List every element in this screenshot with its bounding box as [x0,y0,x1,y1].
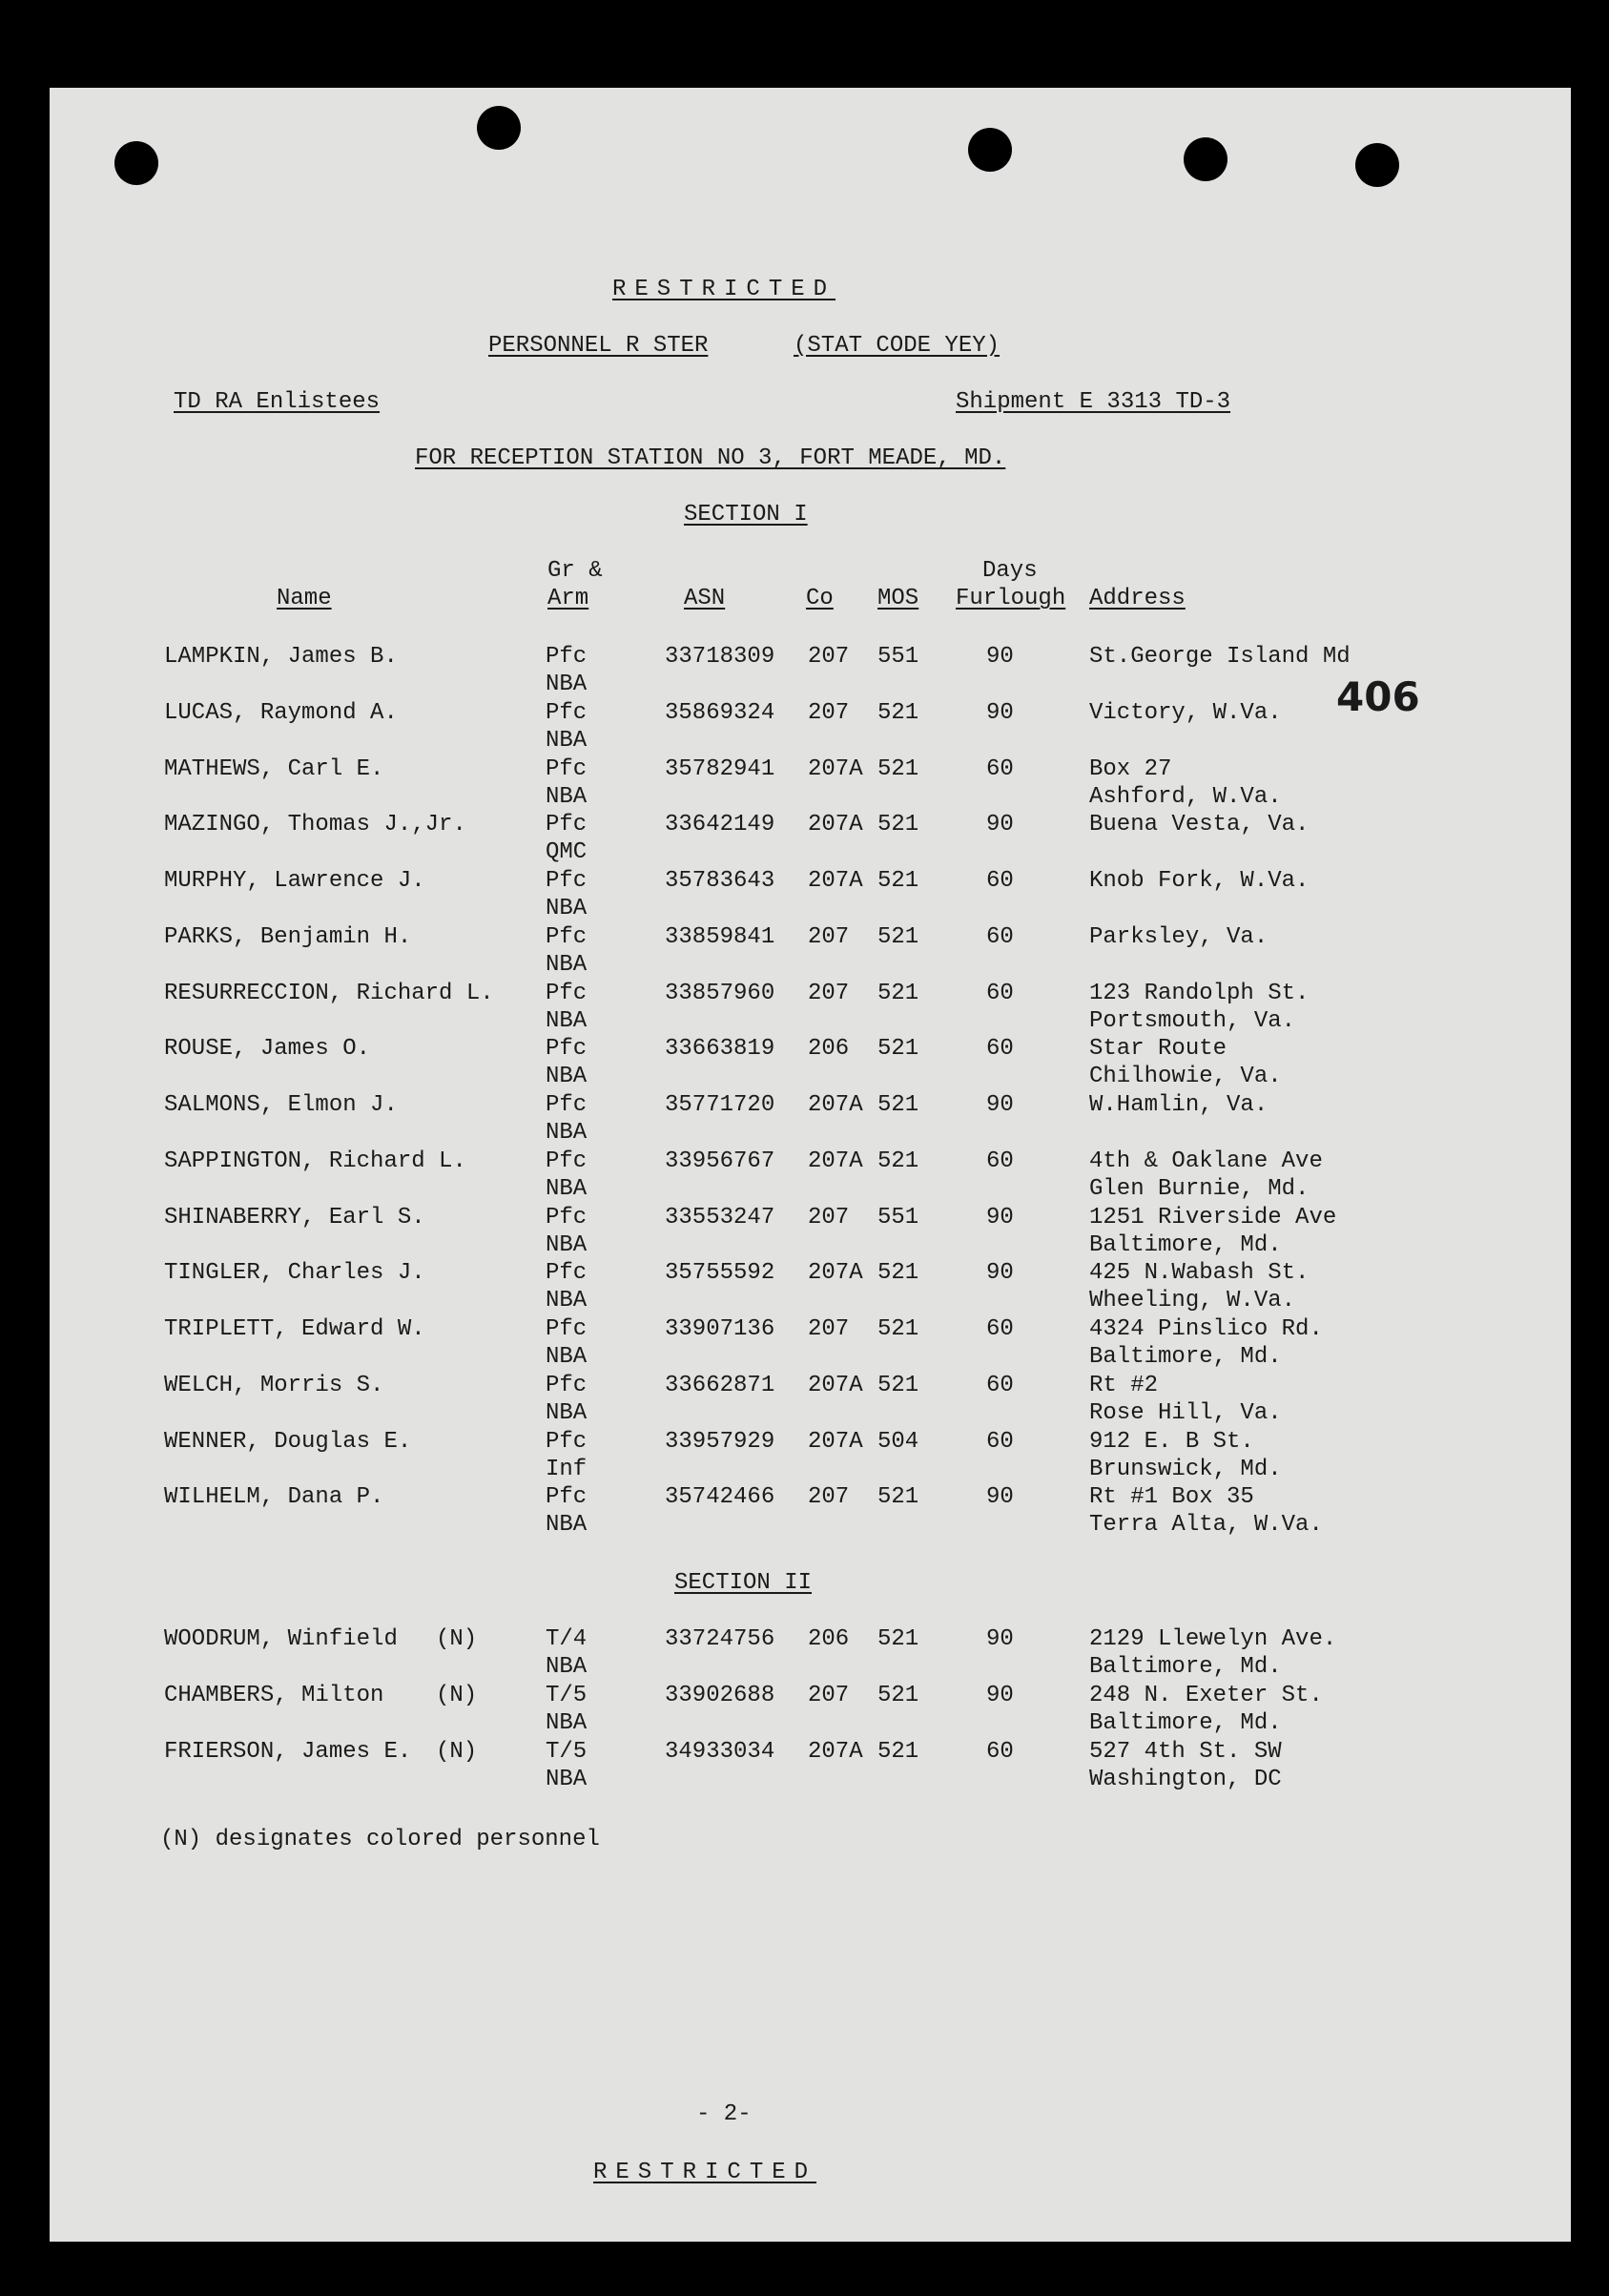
row-grade: Pfc [546,1484,588,1511]
row-asn: 33957929 [665,1428,775,1455]
row-address-line2: Rose Hill, Va. [1089,1399,1282,1426]
classification-bottom: RESTRICTED [593,2160,817,2185]
row-name: WELCH, Morris S. [164,1372,384,1398]
row-company: 207A [808,1738,863,1765]
row-grade: Pfc [546,1316,588,1342]
row-name: WOODRUM, Winfield [164,1626,398,1652]
row-company: 207 [808,980,850,1006]
row-asn: 35869324 [665,699,775,726]
row-furlough-days: 90 [986,699,1014,726]
row-furlough-days: 60 [986,923,1014,950]
row-company: 207A [808,812,863,838]
row-address-line2: Portsmouth, Va. [1089,1007,1296,1034]
row-name: SAPPINGTON, Richard L. [164,1148,466,1174]
row-furlough-days: 60 [986,1738,1014,1765]
stat-code: (STAT CODE YEY) [794,333,1000,359]
row-address-line1: W.Hamlin, Va. [1089,1092,1269,1118]
footnote: (N) designates colored personnel [160,1827,600,1852]
row-furlough-days: 60 [986,1036,1014,1063]
row-company: 206 [808,1036,850,1063]
row-arm: NBA [546,1288,588,1314]
row-grade: Pfc [546,1036,588,1063]
row-address-line1: 123 Randolph St. [1089,980,1310,1006]
row-asn: 33907136 [665,1316,775,1342]
row-arm: NBA [546,1175,588,1202]
row-furlough-days: 60 [986,1428,1014,1455]
row-address-line1: Rt #1 Box 35 [1089,1484,1254,1511]
row-grade: Pfc [546,1260,588,1287]
row-company: 207 [808,1204,850,1231]
footer-page-number: - 2- [696,2101,752,2127]
row-mos: 521 [877,1036,919,1063]
row-grade: Pfc [546,980,588,1006]
row-address-line2: Glen Burnie, Md. [1089,1175,1310,1202]
row-company: 207A [808,755,863,782]
row-furlough-days: 90 [986,812,1014,838]
row-name: TINGLER, Charles J. [164,1260,425,1287]
row-name: SHINABERRY, Earl S. [164,1204,425,1231]
row-furlough-days: 60 [986,1372,1014,1398]
row-furlough-days: 60 [986,1316,1014,1342]
row-arm: NBA [546,1231,588,1258]
row-arm: NBA [546,1120,588,1146]
row-marker: (N) [436,1626,478,1652]
row-address-line1: 4324 Pinslico Rd. [1089,1316,1323,1342]
row-address-line1: Buena Vesta, Va. [1089,812,1310,838]
row-mos: 521 [877,1372,919,1398]
row-company: 207 [808,644,850,670]
roster-title: PERSONNEL R STER [488,333,709,359]
row-address-line1: 248 N. Exeter St. [1089,1682,1323,1708]
row-asn: 33553247 [665,1204,775,1231]
punch-hole-5 [1355,143,1399,187]
row-grade: Pfc [546,1372,588,1398]
row-name: PARKS, Benjamin H. [164,923,412,950]
row-arm: NBA [546,1654,588,1680]
row-grade: Pfc [546,1428,588,1455]
row-company: 207 [808,1316,850,1342]
punch-hole-1 [114,141,158,185]
row-company: 207A [808,868,863,894]
row-name: LUCAS, Raymond A. [164,699,398,726]
row-address-line2: Wheeling, W.Va. [1089,1288,1296,1314]
row-address-line1: Victory, W.Va. [1089,699,1282,726]
row-mos: 521 [877,1148,919,1174]
row-arm: NBA [546,1512,588,1539]
row-grade: Pfc [546,699,588,726]
row-address-line1: 912 E. B St. [1089,1428,1254,1455]
row-arm: Inf [546,1456,588,1482]
row-mos: 521 [877,980,919,1006]
row-asn: 33902688 [665,1682,775,1708]
row-mos: 504 [877,1428,919,1455]
row-mos: 521 [877,1484,919,1511]
section-i-title: SECTION I [684,502,808,527]
row-furlough-days: 60 [986,755,1014,782]
punch-hole-2 [477,106,521,150]
row-grade: Pfc [546,755,588,782]
row-asn: 35782941 [665,755,775,782]
row-name: WENNER, Douglas E. [164,1428,412,1455]
row-address-line2: Baltimore, Md. [1089,1709,1282,1736]
document-page [50,88,1571,2242]
row-mos: 521 [877,868,919,894]
row-address-line1: 2129 Llewelyn Ave. [1089,1626,1337,1652]
row-name: MAZINGO, Thomas J.,Jr. [164,812,466,838]
row-company: 207A [808,1092,863,1118]
punch-hole-3 [968,128,1012,172]
page-number-stamp: 406 [1336,673,1420,720]
row-address-line2: Ashford, W.Va. [1089,783,1282,810]
row-asn: 33663819 [665,1036,775,1063]
row-furlough-days: 90 [986,1682,1014,1708]
row-address-line1: 425 N.Wabash St. [1089,1260,1310,1287]
row-address-line1: Rt #2 [1089,1372,1159,1398]
row-mos: 521 [877,1316,919,1342]
row-asn: 33859841 [665,923,775,950]
row-asn: 35783643 [665,868,775,894]
row-furlough-days: 60 [986,868,1014,894]
row-name: FRIERSON, James E. [164,1738,412,1765]
row-arm: NBA [546,1399,588,1426]
row-address-line1: Box 27 [1089,755,1172,782]
section-ii-title: SECTION II [674,1570,813,1596]
row-name: TRIPLETT, Edward W. [164,1316,425,1342]
row-address-line1: 1251 Riverside Ave [1089,1204,1337,1231]
row-marker: (N) [436,1738,478,1765]
row-mos: 521 [877,699,919,726]
row-name: SALMONS, Elmon J. [164,1092,398,1118]
row-company: 207A [808,1148,863,1174]
col-address: Address [1089,586,1186,611]
row-furlough-days: 90 [986,1484,1014,1511]
row-asn: 33718309 [665,644,775,670]
row-grade: Pfc [546,923,588,950]
row-grade: Pfc [546,1092,588,1118]
row-asn: 33642149 [665,812,775,838]
row-grade: Pfc [546,812,588,838]
group-label: TD RA Enlistees [174,389,381,415]
row-arm: NBA [546,951,588,978]
col-co: Co [806,586,834,611]
row-asn: 33724756 [665,1626,775,1652]
row-mos: 521 [877,1092,919,1118]
row-mos: 521 [877,1682,919,1708]
row-arm: NBA [546,672,588,697]
row-name: RESURRECCION, Richard L. [164,980,494,1006]
shipment-label: Shipment E 3313 TD-3 [956,389,1231,415]
row-address-line2: Baltimore, Md. [1089,1654,1282,1680]
row-mos: 551 [877,1204,919,1231]
row-mos: 521 [877,755,919,782]
row-furlough-days: 90 [986,644,1014,670]
row-grade: Pfc [546,1148,588,1174]
row-asn: 35755592 [665,1260,775,1287]
row-company: 207A [808,1260,863,1287]
row-mos: 521 [877,812,919,838]
col-name: Name [277,586,332,611]
row-furlough-days: 60 [986,1148,1014,1174]
row-furlough-days: 90 [986,1626,1014,1652]
row-address-line2: Brunswick, Md. [1089,1456,1282,1482]
col-days-2: Furlough [956,586,1066,611]
row-mos: 521 [877,1260,919,1287]
row-address-line2: Baltimore, Md. [1089,1231,1282,1258]
row-grade: T/4 [546,1626,588,1652]
row-furlough-days: 60 [986,980,1014,1006]
col-days-1: Days [982,558,1038,584]
col-mos: MOS [877,586,919,611]
row-company: 207 [808,1484,850,1511]
row-mos: 551 [877,644,919,670]
row-arm: NBA [546,1064,588,1090]
row-arm: NBA [546,783,588,810]
row-company: 207A [808,1428,863,1455]
row-arm: NBA [546,1344,588,1370]
row-grade: Pfc [546,1204,588,1231]
row-company: 207 [808,699,850,726]
row-asn: 33857960 [665,980,775,1006]
row-address-line1: 4th & Oaklane Ave [1089,1148,1323,1174]
row-marker: (N) [436,1682,478,1708]
row-furlough-days: 90 [986,1260,1014,1287]
col-asn: ASN [684,586,726,611]
row-name: ROUSE, James O. [164,1036,371,1063]
row-name: MATHEWS, Carl E. [164,755,384,782]
row-address-line1: 527 4th St. SW [1089,1738,1282,1765]
row-furlough-days: 90 [986,1092,1014,1118]
row-grade: Pfc [546,868,588,894]
row-name: LAMPKIN, James B. [164,644,398,670]
row-mos: 521 [877,1738,919,1765]
row-asn: 33662871 [665,1372,775,1398]
row-name: CHAMBERS, Milton [164,1682,384,1708]
row-address-line1: St.George Island Md [1089,644,1351,670]
classification-top: RESTRICTED [612,277,836,302]
row-address-line1: Knob Fork, W.Va. [1089,868,1310,894]
col-grade-arm-1: Gr & [547,558,603,584]
row-asn: 35742466 [665,1484,775,1511]
row-grade: T/5 [546,1738,588,1765]
row-name: WILHELM, Dana P. [164,1484,384,1511]
row-arm: NBA [546,727,588,754]
row-arm: NBA [546,1007,588,1034]
row-mos: 521 [877,923,919,950]
row-asn: 34933034 [665,1738,775,1765]
row-arm: NBA [546,1766,588,1792]
destination: FOR RECEPTION STATION NO 3, FORT MEADE, MD. [415,445,1006,471]
row-company: 207A [808,1372,863,1398]
row-grade: Pfc [546,644,588,670]
row-arm: NBA [546,896,588,921]
row-mos: 521 [877,1626,919,1652]
row-address-line2: Washington, DC [1089,1766,1282,1792]
row-address-line2: Baltimore, Md. [1089,1344,1282,1370]
row-company: 207 [808,1682,850,1708]
row-company: 207 [808,923,850,950]
col-grade-arm-2: Arm [547,586,589,611]
row-grade: T/5 [546,1682,588,1708]
row-asn: 33956767 [665,1148,775,1174]
row-name: MURPHY, Lawrence J. [164,868,425,894]
row-furlough-days: 90 [986,1204,1014,1231]
row-address-line2: Chilhowie, Va. [1089,1064,1282,1090]
row-address-line1: Star Route [1089,1036,1227,1063]
punch-hole-4 [1184,137,1227,181]
row-company: 206 [808,1626,850,1652]
row-arm: QMC [546,839,588,866]
row-address-line1: Parksley, Va. [1089,923,1269,950]
row-asn: 35771720 [665,1092,775,1118]
row-arm: NBA [546,1709,588,1736]
row-address-line2: Terra Alta, W.Va. [1089,1512,1323,1539]
